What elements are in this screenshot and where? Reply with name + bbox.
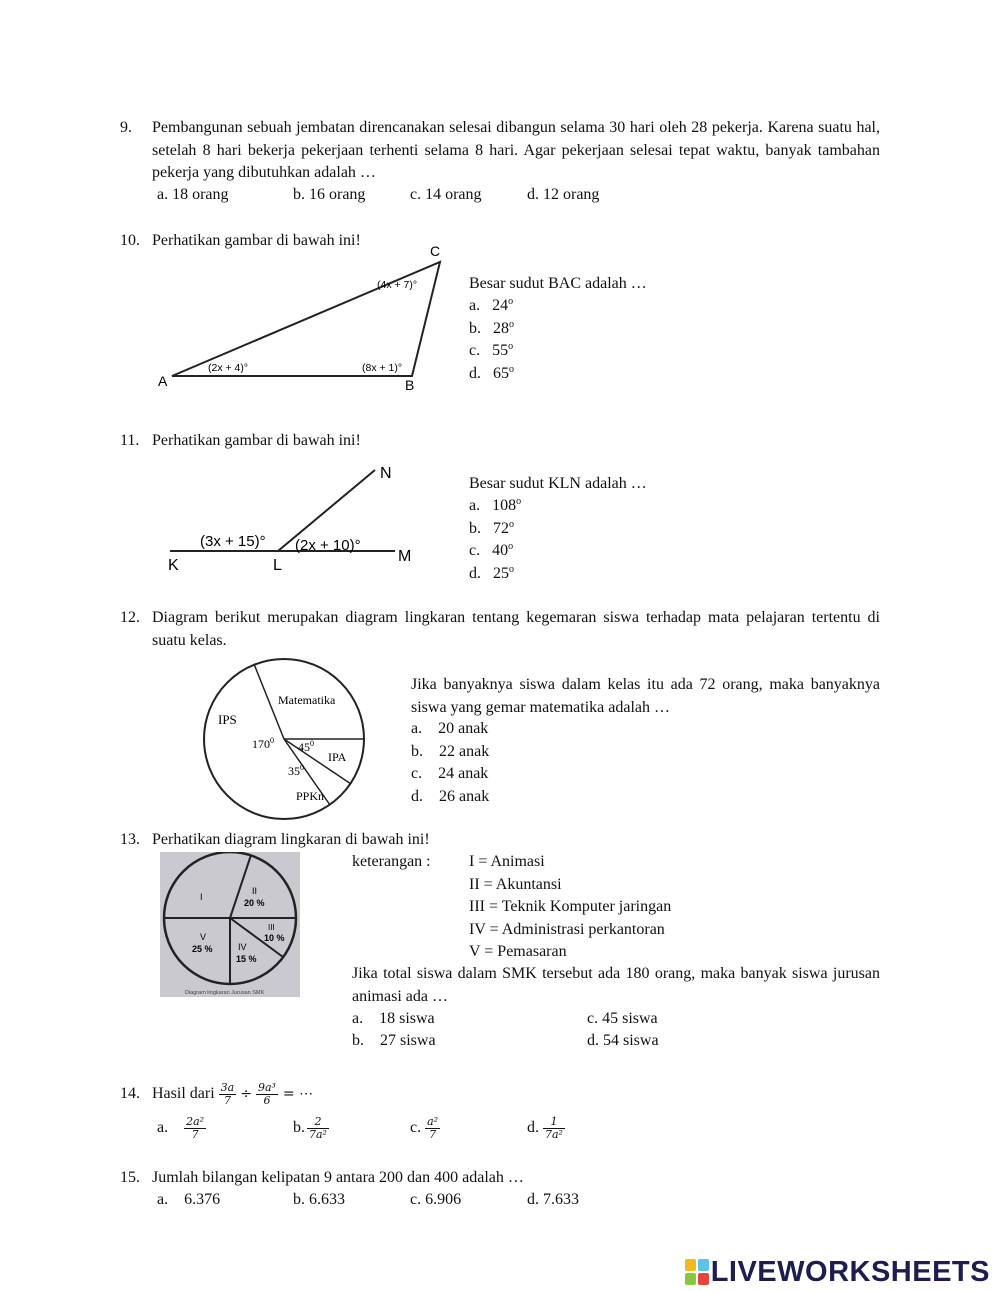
- q9-option-d[interactable]: d. 12 orang: [527, 186, 600, 203]
- q10-option-d[interactable]: d. 65$^o$: [469, 363, 514, 382]
- legend-item-ii: II = Akuntansi: [469, 875, 562, 893]
- vertex-c-label: C: [430, 243, 441, 259]
- q9-number: 9.: [120, 119, 132, 136]
- pie-caption: Diagram lingkaran Jurusan SMK: [185, 990, 265, 996]
- vertex-b-label: B: [405, 377, 415, 393]
- q10-question: Besar sudut BAC adalah …: [469, 275, 647, 292]
- slice-matematika-label: Matematika: [278, 693, 336, 707]
- q10-option-a[interactable]: a. 24$^o$: [469, 296, 514, 314]
- q9-option-b[interactable]: b. 16 orang: [293, 186, 366, 203]
- legend-item-i: I = Animasi: [469, 853, 545, 870]
- legend-item-iv: IV = Administrasi perkantoran: [469, 920, 665, 938]
- q14-fraction-2: $\frac{\text{9a³}}{6}$: [257, 1080, 276, 1107]
- q10-options: [469, 295, 514, 385]
- liveworksheets-logo[interactable]: [685, 1255, 990, 1288]
- q9-option-c[interactable]: c. 14 orang: [410, 186, 482, 203]
- q11-option-b[interactable]: b. 72$^o$: [469, 518, 514, 537]
- q11-angle-figure: [160, 458, 430, 573]
- q11-options: [469, 495, 521, 585]
- q13-option-d[interactable]: d. 54 siswa: [587, 1032, 659, 1049]
- q11-option-a[interactable]: a. 108$^o$: [469, 496, 522, 514]
- q13-question: Jika total siswa dalam SMK tersebut ada 180 orang, maka banyak siswa jurusan animasi ada …: [352, 965, 880, 1005]
- q9-text: Pembangunan sebuah jembatan direncanakan selesai dibangun selama 30 hari oleh 28 pekerja. Karena suatu hal, setelah 8 hari bekerja pekerjaan terhenti selama 8 hari. Agar pekerjaan selesai tepat waktu, banyak tambahan pekerja yang dibutuhkan adalah …: [152, 119, 880, 181]
- point-n-label: N: [380, 465, 392, 482]
- slice-v-percent: 25 %: [192, 944, 213, 954]
- q13-pie-figure: [160, 852, 300, 997]
- q15-number: 15.: [120, 1169, 140, 1186]
- q11-option-d[interactable]: d. 25$^o$: [469, 563, 514, 582]
- angle-a-label: (2x + 4)°: [208, 362, 249, 374]
- angle-kln-label: (3x + 15)°: [200, 533, 266, 550]
- q15-option-a[interactable]: a. 6.376: [157, 1191, 221, 1208]
- slice-ipa-label: IPA: [328, 750, 347, 764]
- q13-option-b[interactable]: b. 27 siswa: [352, 1032, 436, 1049]
- q9-option-a[interactable]: a. 18 orang: [157, 186, 229, 203]
- angle-nlm-label: (2x + 10)°: [295, 537, 361, 554]
- point-l-label: L: [273, 557, 282, 573]
- q15-option-c[interactable]: c. 6.906: [410, 1191, 462, 1208]
- q15-option-b[interactable]: b. 6.633: [293, 1191, 345, 1208]
- q15-option-d[interactable]: d. 7.633: [527, 1191, 579, 1208]
- angle-c-label: (4x + 7)°: [377, 279, 418, 291]
- q10-number: 10.: [120, 232, 140, 249]
- q14-number: 14.: [120, 1085, 140, 1102]
- liveworksheets-logo-icon: [685, 1259, 709, 1285]
- point-k-label: K: [168, 557, 179, 573]
- q14-option-b[interactable]: b. $\frac{2}{\text{7a²}}$: [293, 1114, 327, 1141]
- q14-option-c[interactable]: c. $\frac{\text{a²}}{7}$: [410, 1114, 439, 1141]
- q13-pie-svg: [160, 852, 300, 997]
- q13-legend-label: keterangan :: [352, 853, 431, 870]
- q12-question: Jika banyaknya siswa dalam kelas itu ada 72 orang, maka banyaknya siswa yang gemar matematika adalah …: [411, 676, 880, 716]
- q12-option-d[interactable]: d. 26 anak: [411, 787, 490, 805]
- q12-options: [411, 718, 489, 808]
- q13-legend: [469, 851, 671, 964]
- q12-option-a[interactable]: a. 20 anak: [411, 720, 489, 737]
- q14-option-a[interactable]: a. $\frac{\text{2a²}}{7}$: [157, 1114, 205, 1141]
- q13-option-c[interactable]: c. 45 siswa: [587, 1010, 658, 1027]
- q10-option-c[interactable]: c. 55$^o$: [469, 341, 514, 359]
- q12-number: 12.: [120, 609, 140, 626]
- slice-ii-percent: 20 %: [244, 898, 265, 908]
- q10-option-b[interactable]: b. 28$^o$: [469, 318, 514, 337]
- q14-expression: [152, 1074, 313, 1114]
- slice-iii-percent: 10 %: [264, 933, 285, 943]
- slice-iv-label: IV: [238, 942, 247, 952]
- angle-b-label: (8x + 1)°: [362, 362, 403, 374]
- liveworksheets-logo-text: LIVEWORKSHEETS: [710, 1255, 990, 1288]
- q12-option-c[interactable]: c. 24 anak: [411, 765, 489, 782]
- q14-text: Hasil dari: [152, 1084, 215, 1102]
- q11-text: Perhatikan gambar di bawah ini!: [152, 432, 361, 449]
- q15-text: Jumlah bilangan kelipatan 9 antara 200 dan 400 adalah …: [152, 1169, 524, 1186]
- angle-ipa-label: $45^0$: [298, 739, 314, 754]
- q10-text: Perhatikan gambar di bawah ini!: [152, 232, 361, 249]
- q14-equals: = ⋯: [282, 1085, 314, 1102]
- slice-iv-percent: 15 %: [236, 954, 257, 964]
- slice-iii-label: III: [268, 923, 275, 932]
- q10-triangle-figure: [150, 240, 450, 395]
- q12-option-b[interactable]: b. 22 anak: [411, 742, 490, 760]
- angle-ips-label: $170^0$: [252, 736, 274, 751]
- q11-question: Besar sudut KLN adalah …: [469, 475, 647, 492]
- q11-option-c[interactable]: c. 40$^o$: [469, 541, 514, 559]
- q13-number: 13.: [120, 831, 140, 848]
- q12-pie-figure: [200, 652, 380, 822]
- q11-number: 11.: [120, 432, 140, 449]
- legend-item-v: V = Pemasaran: [469, 943, 567, 960]
- slice-i-label: I: [200, 892, 203, 902]
- point-m-label: M: [398, 548, 412, 565]
- q14-divide-sign: ÷: [240, 1085, 252, 1102]
- q13-option-a[interactable]: a. 18 siswa: [352, 1010, 435, 1027]
- q14-fraction-1: $\frac{3a}{7}$: [220, 1080, 235, 1107]
- slice-ips-label: IPS: [218, 712, 237, 727]
- slice-v-label: V: [200, 932, 207, 942]
- angle-ppkn-label: $35^0$: [288, 763, 304, 778]
- vertex-a-label: A: [158, 373, 168, 389]
- legend-item-iii: III = Teknik Komputer jaringan: [469, 898, 672, 915]
- q12-text: Diagram berikut merupakan diagram lingkaran tentang kegemaran siswa terhadap mata pelajaran tertentu di suatu kelas.: [152, 609, 880, 649]
- slice-ii-label: II: [252, 886, 258, 896]
- slice-ppkn-label: PPKn: [296, 789, 325, 803]
- q13-text: Perhatikan diagram lingkaran di bawah ini!: [152, 831, 430, 848]
- q14-option-d[interactable]: d. $\frac{1}{\text{7a²}}$: [527, 1114, 563, 1141]
